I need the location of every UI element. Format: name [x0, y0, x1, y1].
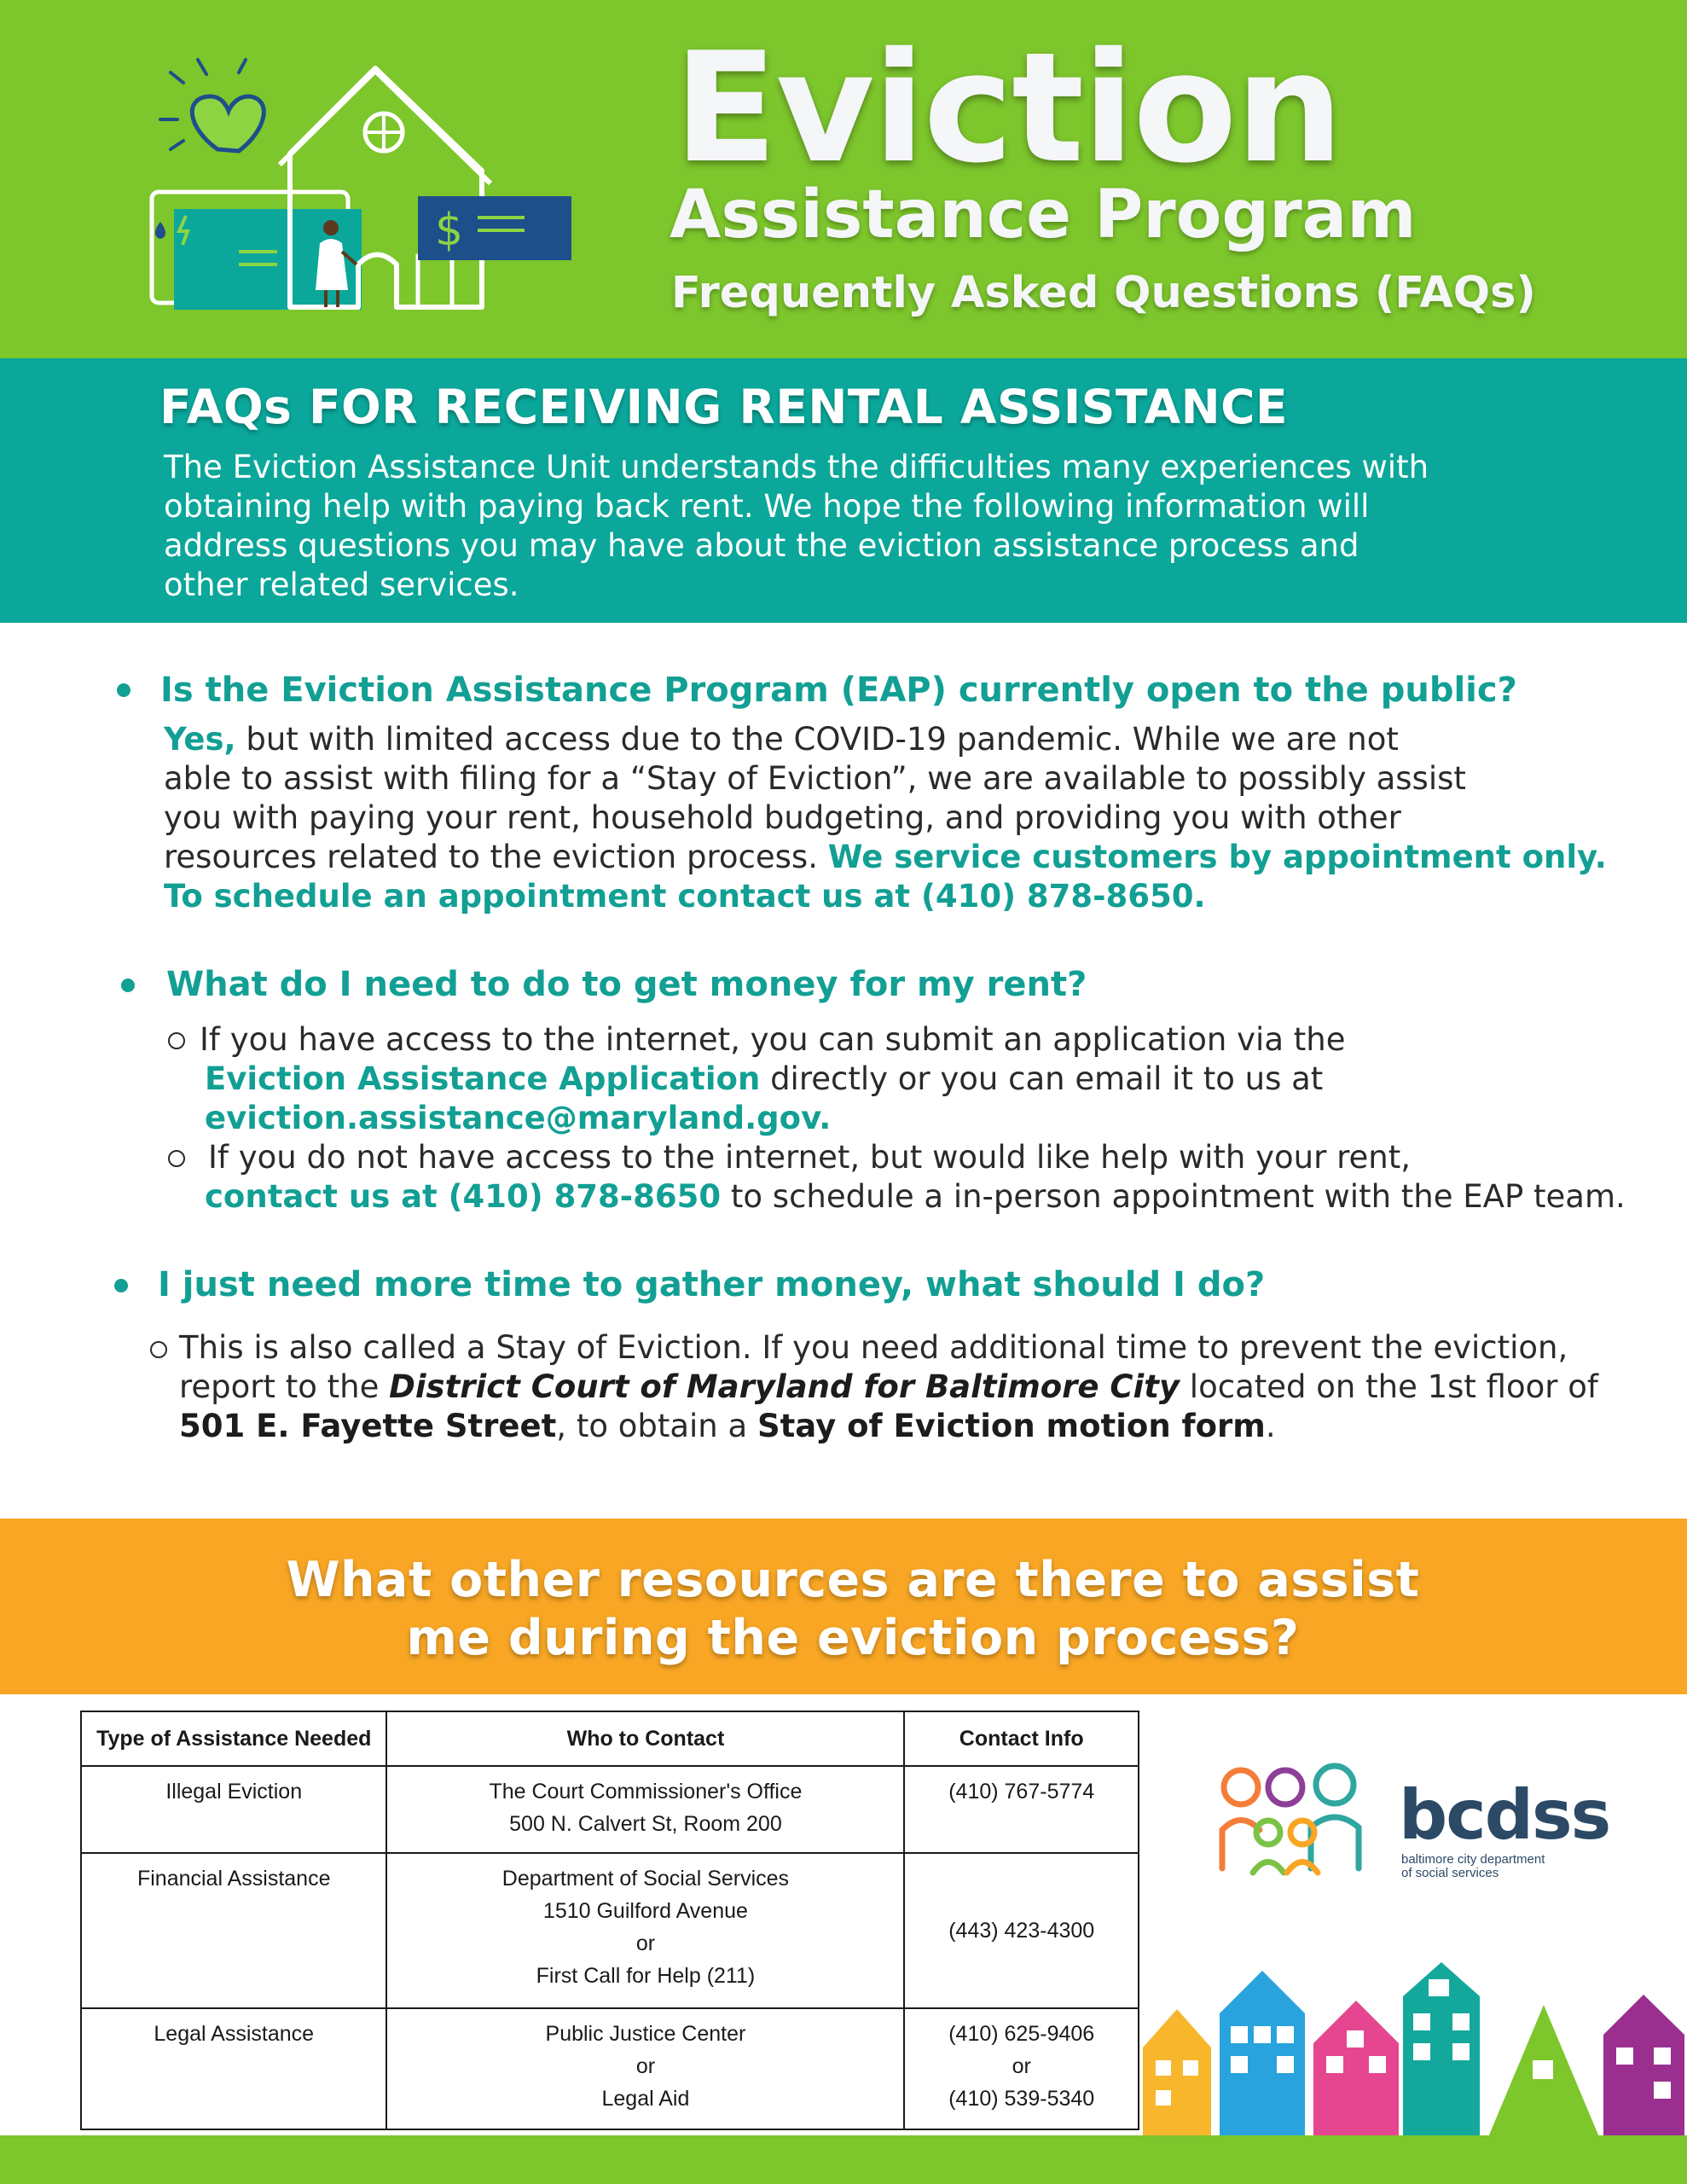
resources-heading	[171, 1551, 1535, 1667]
faq3-item-1	[179, 1328, 1663, 1446]
bullet-icon	[114, 1279, 128, 1292]
table-header-row	[81, 1711, 1139, 1766]
cell-line: First Call for Help (211)	[536, 1964, 756, 1988]
tagline-line: baltimore city department	[1401, 1852, 1545, 1867]
item-text: located on the 1st floor of	[1180, 1368, 1598, 1405]
intro-line: The Eviction Assistance Unit understands the difficulties many experiences with	[164, 449, 1429, 485]
answer-text: you with paying your rent, household budgeting, and providing you with other	[164, 799, 1401, 836]
column-header: Who to Contact	[386, 1711, 904, 1766]
sub-bullet-icon	[168, 1032, 185, 1049]
phone-number[interactable]: (410) 625-9406	[948, 2022, 1095, 2046]
phone-number[interactable]: (410) 767-5774	[948, 1780, 1095, 1804]
faq-question-3: I just need more time to gather money, what should I do?	[158, 1265, 1266, 1304]
tagline-line: of social services	[1401, 1866, 1499, 1880]
cell-line: or	[635, 2054, 656, 2078]
faq-answer-1	[164, 720, 1614, 916]
item-text: If you do not have access to the internet, but would like help with your rent,	[208, 1139, 1411, 1176]
svg-text:$: $	[435, 205, 464, 256]
page-subtitle: Assistance Program	[670, 177, 1417, 253]
cell-line: Public Justice Center	[545, 2022, 746, 2046]
bullet-icon	[121, 979, 135, 992]
bcdss-logo	[1215, 1757, 1616, 1885]
answer-yes: Yes,	[164, 721, 236, 758]
cell-line: 1510 Guilford Avenue	[542, 1899, 748, 1923]
appointment-note: We service customers by appointment only.	[827, 839, 1607, 875]
resources-heading-line: What other resources are there to assist	[286, 1552, 1420, 1608]
intro-line: obtaining help with paying back rent. We hope the following information will	[164, 488, 1370, 525]
intro-heading: FAQs FOR RECEIVING RENTAL ASSISTANCE	[159, 380, 1289, 434]
header-banner	[0, 0, 1687, 358]
table-row	[81, 1766, 1139, 1853]
faq-question-1: Is the Eviction Assistance Program (EAP) currently open to the public?	[160, 671, 1517, 710]
court-name: District Court of Maryland for Baltimore City	[389, 1368, 1180, 1405]
logo-tagline	[1401, 1853, 1623, 1880]
intro-band	[0, 358, 1687, 623]
contact-info	[904, 1766, 1139, 1853]
cell-line: 500 N. Calvert St, Room 200	[509, 1812, 782, 1836]
answer-text: but with limited access due to the COVID-19 pandemic. While we are not	[235, 721, 1399, 758]
resources-band	[0, 1519, 1687, 1694]
cell-line: Legal Aid	[601, 2087, 690, 2111]
contact-who	[386, 1853, 904, 2008]
intro-paragraph	[164, 448, 1494, 605]
phone-number[interactable]: (410) 539-5340	[948, 2087, 1095, 2111]
item-text: , to obtain a	[556, 1408, 757, 1444]
logo-wordmark: bcdss	[1399, 1775, 1610, 1855]
item-text: If you have access to the internet, you can submit an application via the	[200, 1021, 1346, 1058]
houses-illustration	[1139, 1962, 1687, 2137]
cell-line: The Court Commissioner's Office	[489, 1780, 803, 1804]
assistance-type: Legal Assistance	[81, 2008, 386, 2129]
house-money-illustration	[136, 47, 597, 328]
page-title: Eviction	[674, 20, 1342, 196]
assistance-type: Financial Assistance	[81, 1853, 386, 2008]
contact-who	[386, 1766, 904, 1853]
table-row	[81, 2008, 1139, 2129]
punct: .	[1265, 1408, 1276, 1444]
application-link[interactable]: Eviction Assistance Application	[205, 1060, 761, 1097]
resources-table	[80, 1711, 1139, 2130]
column-header: Contact Info	[904, 1711, 1139, 1766]
contact-info	[904, 1853, 1139, 2008]
contact-phone-link[interactable]: contact us at (410) 878-8650	[205, 1178, 722, 1215]
bullet-icon	[117, 683, 130, 697]
sub-bullet-icon	[168, 1150, 185, 1167]
sub-bullet-icon	[150, 1341, 167, 1358]
item-text: This is also called a Stay of Eviction. If you need additional time to prevent the eviction,	[179, 1329, 1568, 1366]
intro-line: other related services.	[164, 566, 519, 603]
answer-text: resources related to the eviction process.	[164, 839, 828, 875]
faq2-item-1	[200, 1020, 1649, 1138]
people-icon	[1215, 1757, 1394, 1885]
motion-form: Stay of Eviction motion form	[757, 1408, 1266, 1444]
resources-heading-line: me during the eviction process?	[406, 1610, 1300, 1666]
intro-line: address questions you may have about the eviction assistance process and	[164, 527, 1359, 564]
item-text: to schedule a in-person appointment with the EAP team.	[721, 1178, 1626, 1215]
answer-text: able to assist with filing for a “Stay of Eviction”, we are available to possibly assist	[164, 760, 1466, 797]
item-text: directly or you can email it to us at	[760, 1060, 1324, 1097]
punct: .	[819, 1100, 832, 1136]
assistance-type: Illegal Eviction	[81, 1766, 386, 1853]
item-text: report to the	[179, 1368, 390, 1405]
street-address: 501 E. Fayette Street	[179, 1408, 557, 1444]
footer-bar	[0, 2135, 1687, 2184]
faq2-item-2	[205, 1138, 1658, 1217]
appointment-phone[interactable]: To schedule an appointment contact us at (410) 878-8650.	[164, 878, 1206, 915]
phone-number[interactable]: (443) 423-4300	[948, 1919, 1095, 1943]
cell-line: or	[1012, 2054, 1031, 2078]
cell-line: or	[635, 1931, 656, 1955]
faq-question-2: What do I need to do to get money for my rent?	[166, 965, 1087, 1004]
column-header: Type of Assistance Needed	[81, 1711, 386, 1766]
table-row	[81, 1853, 1139, 2008]
faq-subtitle: Frequently Asked Questions (FAQs)	[671, 268, 1536, 318]
contact-who	[386, 2008, 904, 2129]
cell-line: Department of Social Services	[501, 1867, 790, 1891]
contact-info	[904, 2008, 1139, 2129]
email-link[interactable]: eviction.assistance@maryland.gov	[205, 1100, 820, 1136]
